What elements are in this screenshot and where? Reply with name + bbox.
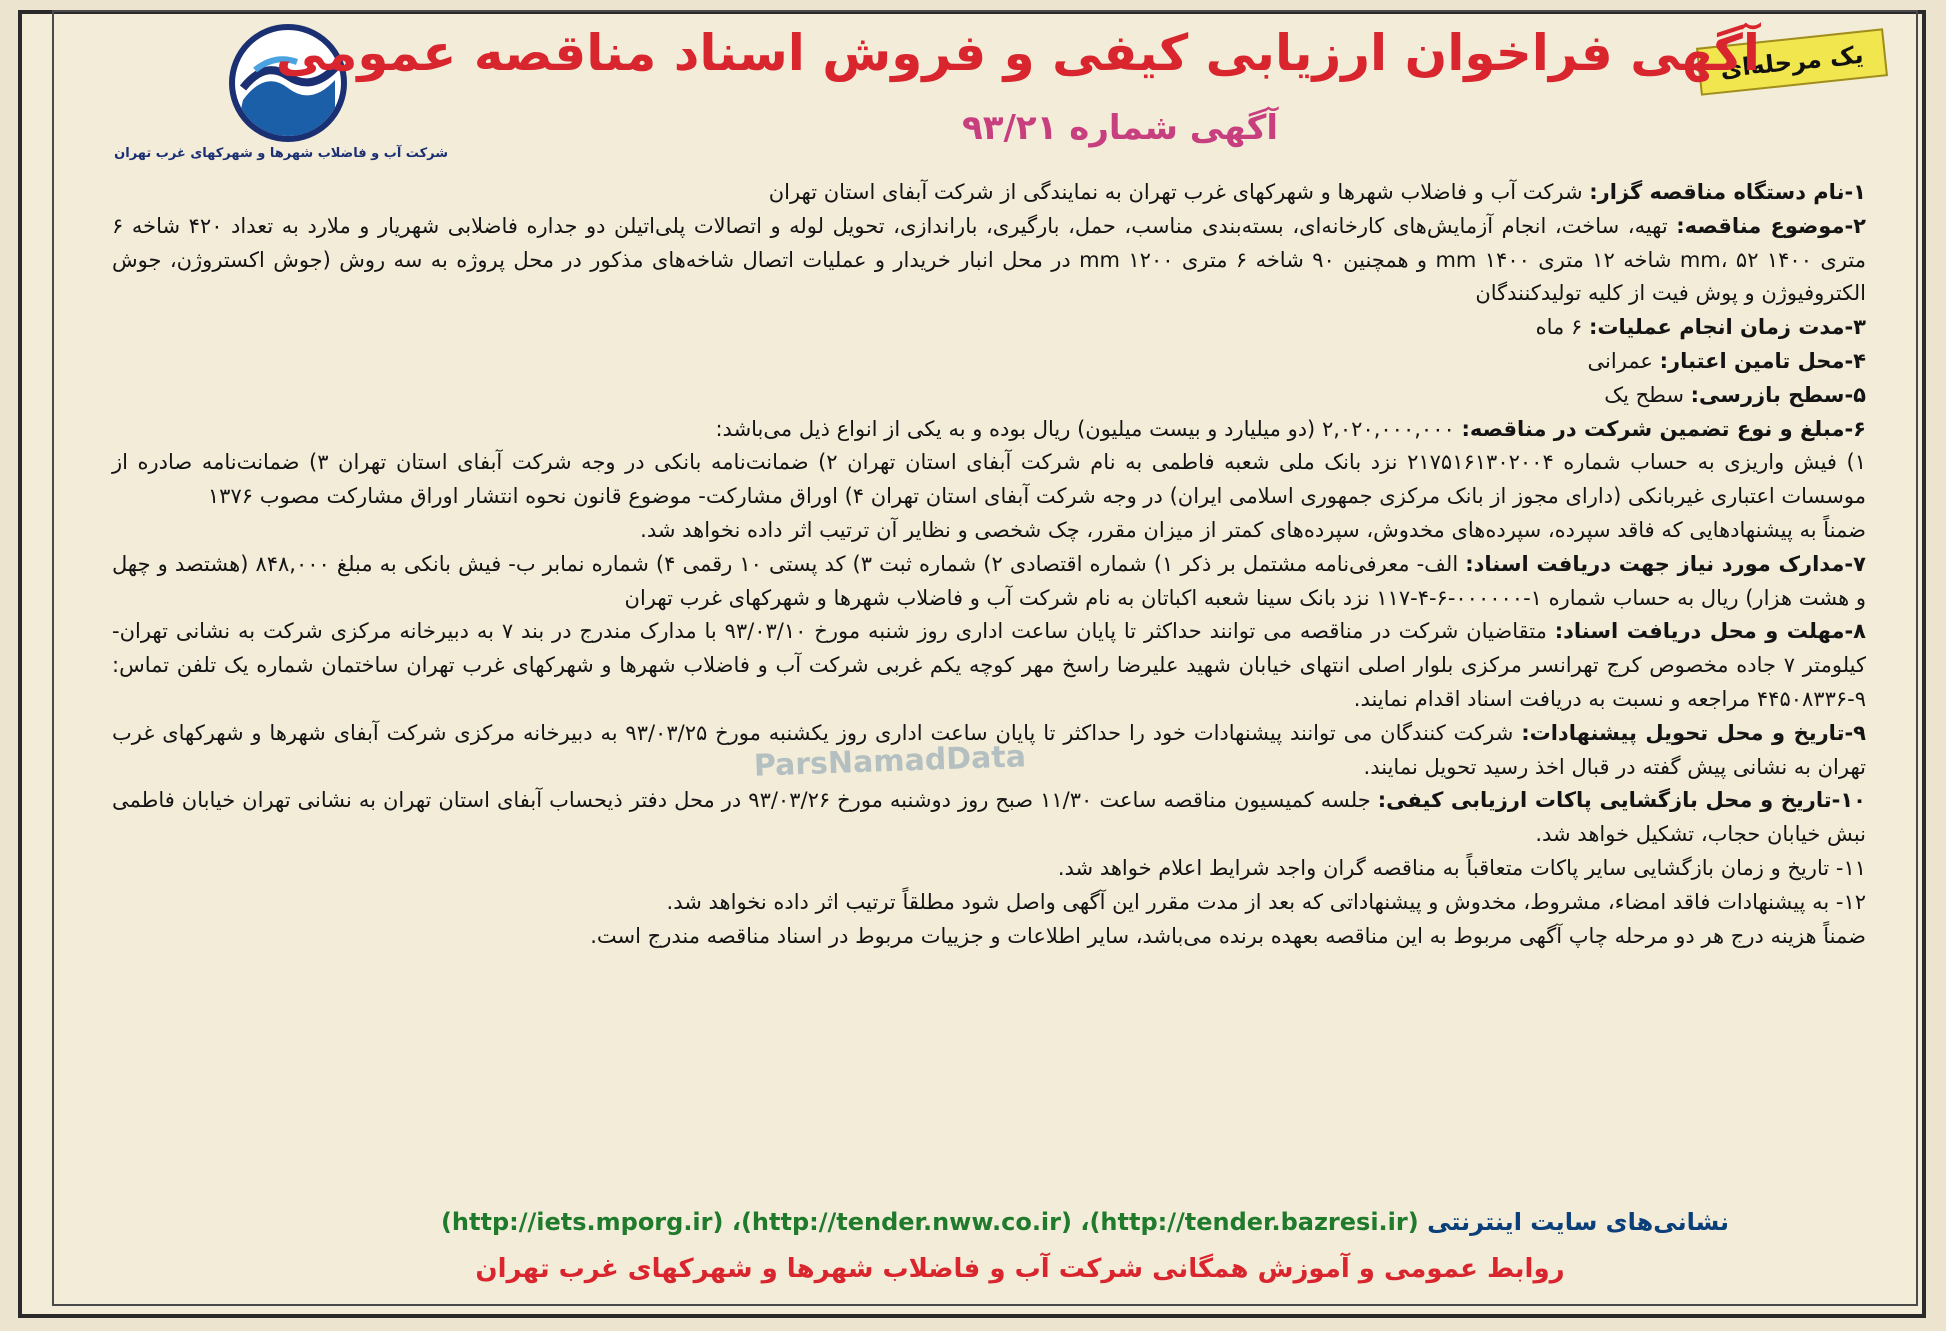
page-title: آگهی فراخوان ارزیابی کیفی و فروش اسناد مناقصه عمومی [275,24,1760,82]
tender-body [112,176,1866,1216]
item-text: ۲,۰۲۰,۰۰۰,۰۰۰ (دو میلیارد و بیست میلیون) ریال بوده و به یکی از انواع ذیل می‌باشد: [715,416,1462,441]
item-text: الف- معرفی‌نامه مشتمل بر ذکر ۱) شماره اقتصادی ۲) شماره ثبت ۳) کد پستی ۱۰ رقمی ۴) شماره نمابر ب- فیش بانکی به مبلغ ۸۴۸,۰۰۰ (هشتصد و چهل و هشت هزار) ریال به حساب شماره ۱-۰۰۰۰۰۰-۶-۴-۱۱۷ نزد بانک سینا شعبه اکباتان به نام شرکت آب و فاضلاب شهرها و شهرکهای غرب تهران [112,551,1866,610]
item-4 [112,345,1866,379]
item-text: ۶ ماه [1535,315,1589,340]
item-label: ۶-مبلغ و نوع تضمین شرکت در مناقصه: [1461,416,1866,441]
footer-credit: روابط عمومی و آموزش همگانی شرکت آب و فاضلاب شهرها و شهرکهای غرب تهران [475,1254,1565,1284]
item-label: ۴-محل تامین اعتبار: [1659,348,1866,373]
item-5 [112,379,1866,413]
logo-caption: شرکت آب و فاضلاب شهرها و شهرکهای غرب تهران [114,146,448,161]
item-text: شرکت آب و فاضلاب شهرها و شهرکهای غرب تهران به نمایندگی از شرکت آبفای استان تهران [768,180,1590,204]
item-text: ۱) فیش واریزی به حساب شماره ۲۱۷۵۱۶۱۳۰۲۰۰۴ نزد بانک ملی شعبه فاطمی به نام شرکت آبفای استان تهران ۲) ضمانت‌نامه بانکی در وجه شرکت آبفای استان تهران ۳) ضمانت‌نامه صادره از موسسات اعتباری غیربانکی (دارای مجوز از بانک مرکزی جمهوری اسلامی ایران) در وجه شرکت آبفای استان تهران ۴) اوراق مشارکت- موضوع قانون نحوه انتشار اوراق مشارکت مصوب ۱۳۷۶ [112,450,1866,509]
item-text: ۱۲- به پیشنهادات فاقد امضاء، مشروط، مخدوش و پیشنهاداتی که بعد از مدت مقرر این آگهی واصل شود مطلقاً ترتیب اثر داده نخواهد شد. [666,889,1866,914]
item-label: ۲-موضوع مناقصه: [1676,213,1866,238]
item-text: متقاضیان شرکت در مناقصه می توانند حداکثر تا پایان ساعت اداری روز شنبه مورخ ۹۳/۰۳/۱۰ با مدارک مندرج در بند ۷ به دبیرخانه مرکزی شرکت به نشانی تهران- کیلومتر ۷ جاده مخصوص کرج تهرانسر مرکزی بلوار اصلی انتهای خیابان شهید علیرضا راسخ مهر کوچه یکم غربی شرکت آب و فاضلاب شهرها و شهرکهای غرب تهران ساختمان شماره یک تلفن تماس: ۹-۴۴۵۰۸۳۳۶ مراجعه و نسبت به دریافت اسناد اقدام نمایند. [112,619,1867,711]
item-11 [112,852,1866,886]
item-label: ۸-مهلت و محل دریافت اسناد: [1554,619,1866,644]
item-7 [112,548,1866,616]
single-stage-badge: یک مرحله‌ای [1696,28,1888,95]
item-6-options [112,446,1866,514]
item-text: عمرانی [1587,348,1660,373]
item-label: ۱-نام دستگاه مناقصه گزار: [1589,180,1866,204]
item-6 [112,413,1866,447]
item-text: ضمناً به پیشنهادهایی که فاقد سپرده، سپرده‌های مخدوش، سپرده‌های کمتر از میزان مقرر، چک شخصی و نظایر آن ترتیب اثر داده نخواهد شد. [640,517,1866,542]
links-urls[interactable]: (http://tender.bazresi.ir)، (http://tender.nww.co.ir)، (http://iets.mporg.ir) [440,1208,1419,1236]
item-2 [112,210,1866,311]
item-10 [112,784,1866,852]
item-6-note [112,514,1866,548]
cost-note [112,920,1866,954]
item-text: سطح یک [1604,382,1691,407]
watermark: ParsNamadData [753,739,1027,784]
item-3 [112,311,1866,345]
links-label: نشانی‌های سایت اینترنتی [1427,1208,1730,1236]
item-text: شرکت کنندگان می توانند پیشنهادات خود را حداکثر تا پایان ساعت اداری روز یکشنبه مورخ ۹۳/۰۳/۲۵ به دبیرخانه مرکزی شرکت آبفای شهرها و شهرکهای غرب تهران به نشانی پیش گفته در قبال اخذ رسید تحویل نمایند. [112,720,1866,779]
item-text: تهیه، ساخت، انجام آزمایش‌های کارخانه‌ای، بسته‌بندی مناسب، حمل، بارگیری، باراندازی، تحویل لوله و اتصالات پلی‌اتیلن دو جداره فاضلابی شهریار و ملارد به تعداد ۴۲۰ شاخه ۶ متری ۱۴۰۰ mm، ۵۲ شاخه ۱۲ متری ۱۴۰۰ mm و همچنین ۹۰ شاخه ۶ متری ۱۲۰۰ mm در محل انبار خریدار و عملیات اتصال شاخه‌های مذکور در محل پروژه به سه روش (جوش اکستروژن، جوش الکتروفیوژن و پوش فیت از کلیه تولیدکنندگان [112,213,1866,306]
item-text: جلسه کمیسیون مناقصه ساعت ۱۱/۳۰ صبح روز دوشنبه مورخ ۹۳/۰۳/۲۶ در محل دفتر ذیحساب آبفای استان تهران به نشانی تهران خیابان فاطمی نبش خیابان حجاب، تشکیل خواهد شد. [112,788,1866,847]
item-label: ۹-تاریخ و محل تحویل پیشنهادات: [1521,720,1866,745]
item-label: ۳-مدت زمان انجام عملیات: [1588,315,1866,340]
website-links [300,1208,1870,1248]
item-label: ۷-مدارک مورد نیاز جهت دریافت اسناد: [1465,551,1866,576]
item-text: ۱۱- تاریخ و زمان بازگشایی سایر پاکات متعاقباً به مناقصه گران واجد شرایط اعلام خواهد شد. [1057,855,1866,880]
item-1 [112,176,1866,210]
notice-number: آگهی شماره ۹۳/۲۱ [961,108,1279,148]
item-label: ۵-سطح بازرسی: [1690,382,1866,407]
item-label: ۱۰-تاریخ و محل بازگشایی پاکات ارزیابی کیفی: [1377,788,1866,813]
item-12 [112,886,1866,920]
item-text: ضمناً هزینه درج هر دو مرحله چاپ آگهی مربوط به این مناقصه بعهده برنده می‌باشد، سایر اطلاعات و جزییات مربوط در اسناد مناقصه مندرج است. [590,923,1866,948]
item-8 [112,615,1866,716]
item-9 [112,717,1866,785]
